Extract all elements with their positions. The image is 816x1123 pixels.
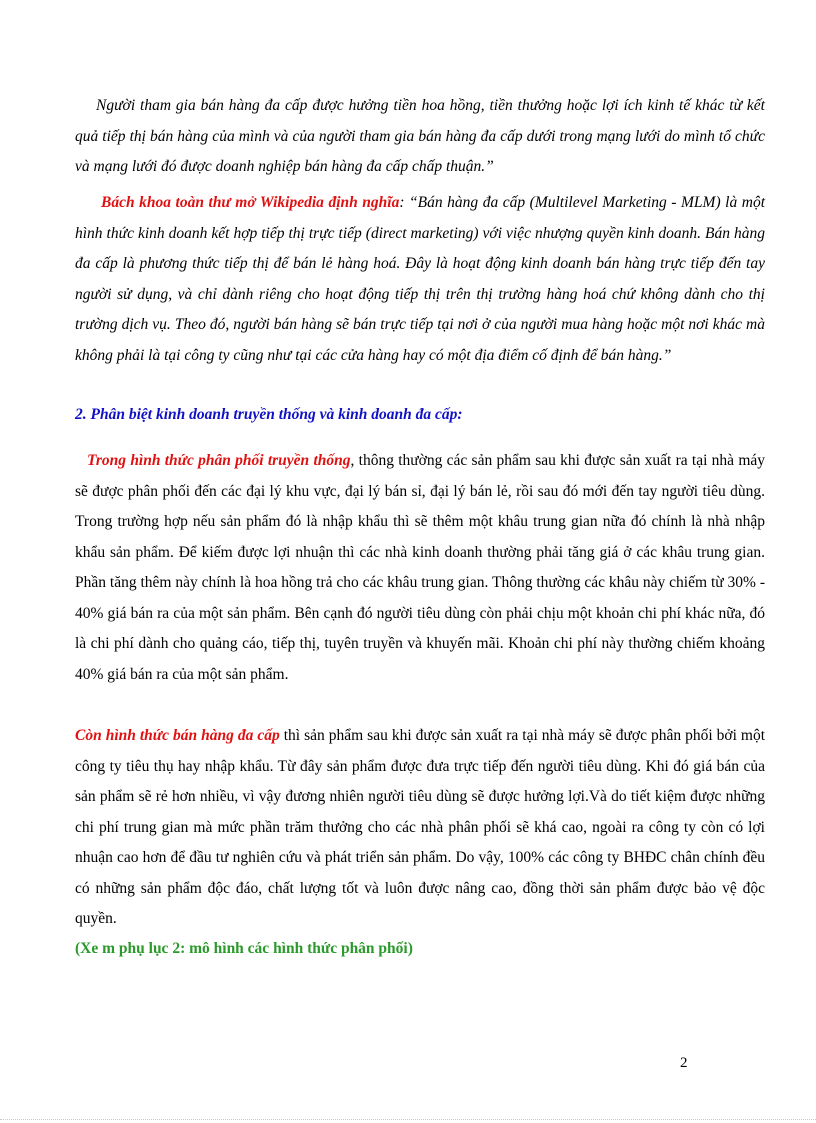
appendix-reference-note: (Xe m phụ lục 2: mô hình các hình thức phân phối) [75, 940, 413, 957]
traditional-distribution-lead: Trong hình thức phân phối truyền thống [87, 452, 351, 469]
section-heading-2: 2. Phân biệt kinh doanh truyền thống và kinh doanh đa cấp: [75, 406, 463, 423]
quote-paragraph-definition [75, 91, 765, 183]
paragraph-traditional-distribution [75, 446, 765, 690]
page-bottom-divider [0, 1119, 816, 1120]
multilevel-distribution-lead: Còn hình thức bán hàng đa cấp [75, 727, 280, 744]
page-number: 2 [680, 1055, 688, 1071]
wikipedia-quote-text: : “Bán hàng đa cấp (Multilevel Marketing - MLM) là một hình thức kinh doanh kết hợp tiếp thị trực tiếp (direct marketing) với việc nhượng quyền kinh doanh. Bán hàng đa cấp là phương thức tiếp thị để bán lẻ hàng hoá. Đây là hoạt động kinh doanh bán hàng trực tiếp đến tay người sử dụng, và chỉ dành riêng cho hoạt động tiếp thị trên thị trường hàng hoá chứ không dành cho thị trường dịch vụ. Theo đó, người bán hàng sẽ bán trực tiếp tại nơi ở của người mua hàng hoặc một nơi khác mà không phải là tại công ty cũng như tại các cửa hàng hay có một địa điểm cố định để bán hàng.” [75, 194, 765, 364]
traditional-distribution-text: , thông thường các sản phẩm sau khi được sản xuất ra tại nhà máy sẽ được phân phối đến các đại lý khu vực, đại lý bán sỉ, đại lý bán lẻ, rồi sau đó mới đến tay người tiêu dùng. Trong trường hợp nếu sản phẩm đó là nhập khẩu thì sẽ thêm một khâu trung gian nữa đó chính là nhà nhập khẩu sản phẩm. Để kiếm được lợi nhuận thì các nhà kinh doanh thường phải tăng giá ở các khâu trung gian. Phần tăng thêm này chính là hoa hồng trả cho các khâu trung gian. Thông thường các khâu này chiếm từ 30% - 40% giá bán ra của một sản phẩm. Bên cạnh đó người tiêu dùng còn phải chịu một khoản chi phí khác nữa, đó là chi phí dành cho quảng cáo, tiếp thị, tuyên truyền và khuyến mãi. Khoản chi phí này thường chiếm khoảng 40% giá bán ra của một sản phẩm. [75, 452, 766, 683]
wikipedia-source-label: Bách khoa toàn thư mở Wikipedia định nghĩa [101, 194, 400, 211]
paragraph-multilevel-distribution [75, 721, 765, 935]
quote-text: Người tham gia bán hàng đa cấp được hưởng tiền hoa hồng, tiền thưởng hoặc lợi ích kinh tế khác từ kết quả tiếp thị bán hàng của mình và của người tham gia bán hàng đa cấp dưới trong mạng lưới do mình tổ chức và mạng lưới đó được doanh nghiệp bán hàng đa cấp chấp thuận.” [75, 97, 765, 175]
quote-paragraph-wikipedia [75, 188, 765, 371]
multilevel-distribution-text: thì sản phẩm sau khi được sản xuất ra tại nhà máy sẽ được phân phối bởi một công ty tiêu thụ hay nhập khẩu. Từ đây sản phẩm được đưa trực tiếp đến người tiêu dùng. Khi đó giá bán của sản phẩm sẽ rẻ hơn nhiều, vì vậy đương nhiên người tiêu dùng sẽ được hưởng lợi.Và do tiết kiệm được những chi phí trung gian mà mức phần trăm thưởng cho các nhà phân phối sẽ khá cao, ngoài ra công ty còn có lợi nhuận cao hơn để đầu tư nghiên cứu và phát triển sản phẩm. Do vậy, 100% các công ty BHĐC chân chính đều có những sản phẩm độc đáo, chất lượng tốt và luôn được nâng cao, đồng thời sản phẩm được bảo vệ độc quyền. [75, 727, 766, 927]
